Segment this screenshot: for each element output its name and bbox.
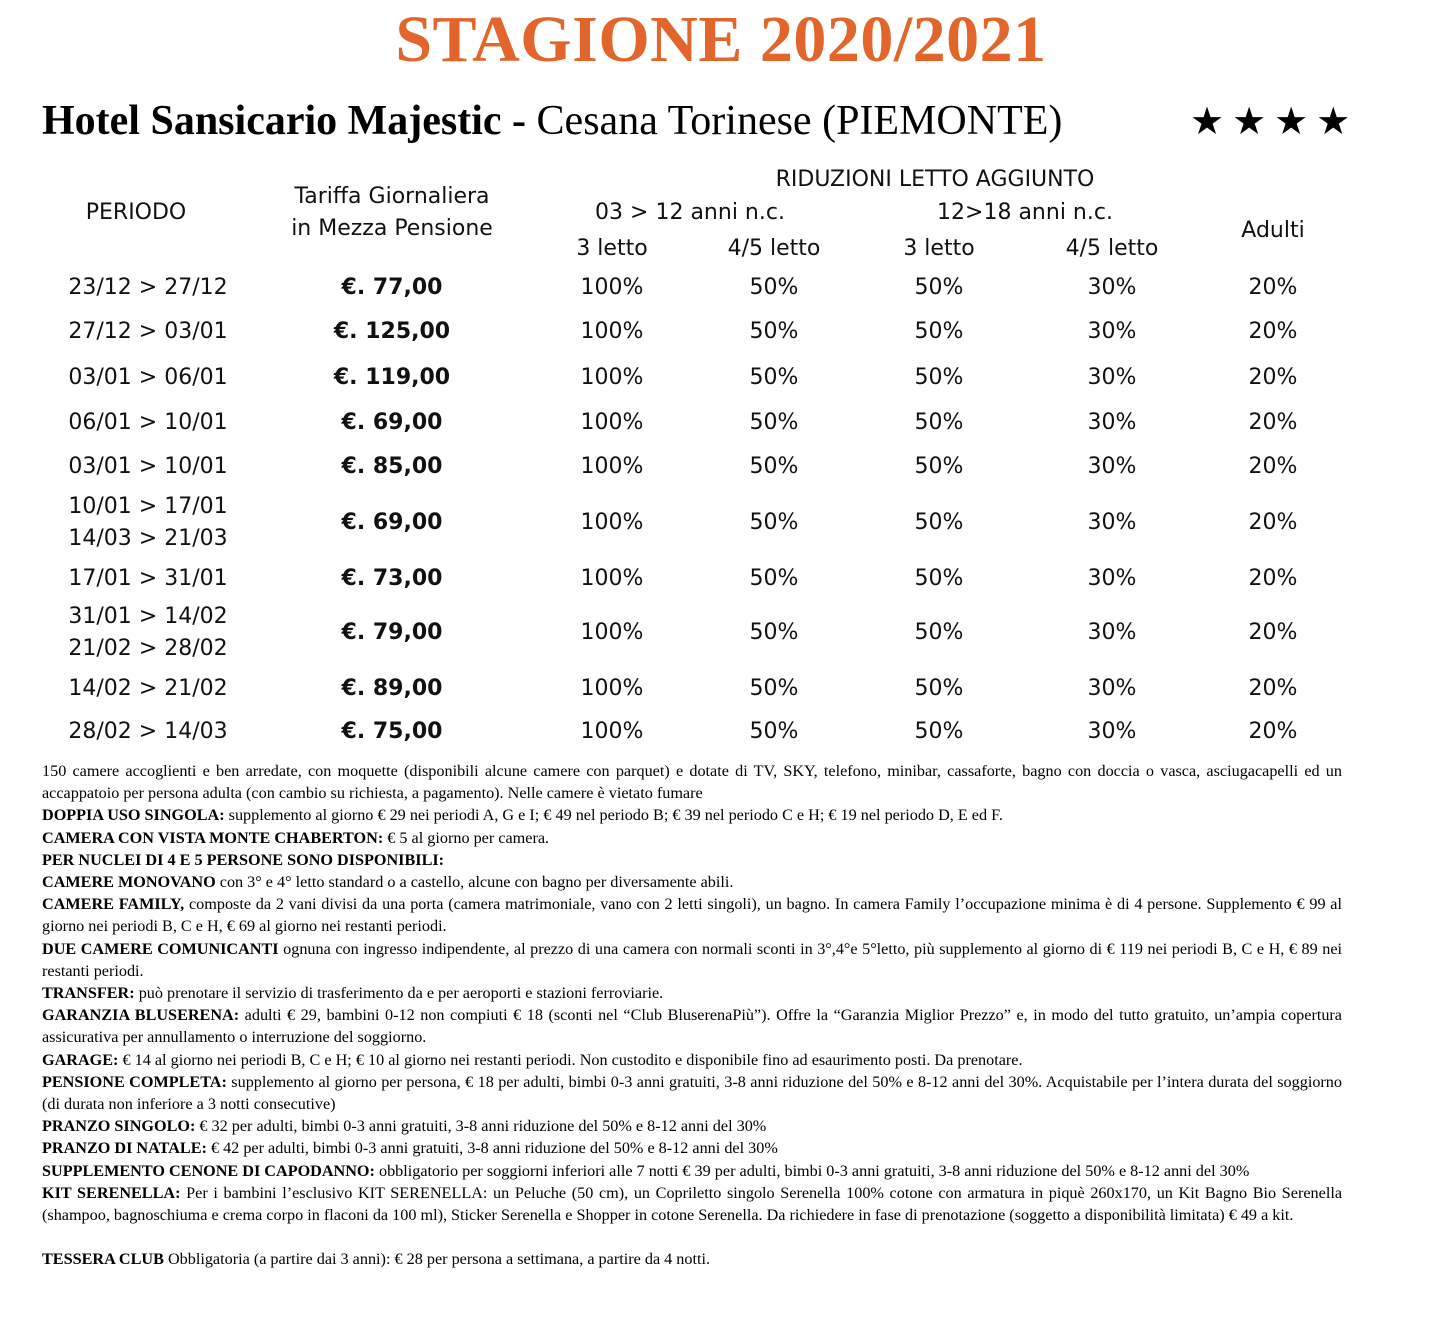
- header-age-group-children: 03 > 12 anni n.c.: [595, 200, 785, 225]
- price-cell: €. 79,00: [341, 620, 443, 645]
- price-cell: €. 75,00: [341, 719, 443, 744]
- reduction-adulti-cell: 20%: [1248, 719, 1298, 744]
- note-text: adulti € 29, bambini 0-12 non compiuti € 18 (sconti nel “Club BluserenaPiù”). Offre la “Garanzia Miglior Prezzo” e, in modo del tutto gratuito, un’ampia copertura assicurativa per annullamento o interruzione del soggiorno.: [42, 1006, 1342, 1047]
- reduction-45letto-children-cell: 50%: [749, 510, 799, 535]
- reduction-3letto-teens-cell: 50%: [914, 365, 964, 390]
- reduction-45letto-teens-cell: 30%: [1087, 510, 1137, 535]
- note-item: [42, 1137, 1342, 1159]
- reduction-45letto-children-cell: 50%: [749, 566, 799, 591]
- reduction-3letto-teens-cell: 50%: [914, 620, 964, 645]
- note-tessera: [42, 1248, 1342, 1270]
- note-item: [42, 827, 1342, 849]
- reduction-3letto-teens-cell: 50%: [914, 566, 964, 591]
- header-tariffa-line1: Tariffa Giornaliera: [294, 184, 490, 209]
- season-title: STAGIONE 2020/2021: [395, 3, 1047, 76]
- reduction-adulti-cell: 20%: [1248, 365, 1298, 390]
- reduction-3letto-teens-cell: 50%: [914, 454, 964, 479]
- reduction-3letto-children-cell: 100%: [580, 454, 644, 479]
- reduction-3letto-children-cell: 100%: [580, 719, 644, 744]
- note-text: € 42 per adulti, bimbi 0-3 anni gratuiti, 3-8 anni riduzione del 50% e 8-12 anni del 30%: [206, 1139, 778, 1158]
- note-item: [42, 982, 1342, 1004]
- reduction-45letto-children-cell: 50%: [749, 275, 799, 300]
- header-adulti: Adulti: [1241, 218, 1305, 243]
- price-cell: €. 73,00: [341, 566, 443, 591]
- reduction-45letto-children-cell: 50%: [749, 319, 799, 344]
- reduction-45letto-teens-cell: 30%: [1087, 365, 1137, 390]
- reduction-3letto-teens-cell: 50%: [914, 319, 964, 344]
- period-cell-secondary: 21/02 > 28/02: [68, 636, 228, 661]
- reduction-45letto-children-cell: 50%: [749, 365, 799, 390]
- note-item: [42, 1004, 1342, 1048]
- reduction-45letto-teens-cell: 30%: [1087, 719, 1137, 744]
- note-label: TRANSFER:: [42, 984, 135, 1003]
- header-sub-45-letto: 4/5 letto: [727, 236, 821, 261]
- reduction-45letto-teens-cell: 30%: [1087, 620, 1137, 645]
- note-item: [42, 1160, 1342, 1182]
- period-cell: 17/01 > 31/01: [68, 566, 228, 591]
- note-label: CAMERE FAMILY,: [42, 895, 185, 914]
- note-text: Per i bambini l’esclusivo KIT SERENELLA: un Peluche (50 cm), un Copriletto singolo Serenella 100% cotone con armatura in piquè 260x170, un Kit Bagno Bio Serenella (shampoo, bagnoschiuma e crema corpo in flaconi da 100 ml), Sticker Serenella e Shopper in cotone Serenella. Da richiedere in fase di prenotazione (soggetto a disponibilità limitata) € 49 a kit.: [42, 1183, 1343, 1225]
- reduction-45letto-teens-cell: 30%: [1087, 410, 1137, 435]
- note-text: supplemento al giorno € 29 nei periodi A, G e I; € 49 nel periodo B; € 39 nel periodo C e H; € 19 nel periodo D, E ed F.: [224, 806, 1003, 825]
- reduction-adulti-cell: 20%: [1248, 620, 1298, 645]
- price-cell: €. 125,00: [333, 319, 451, 344]
- reduction-adulti-cell: 20%: [1248, 410, 1298, 435]
- note-text: € 32 per adulti, bimbi 0-3 anni gratuiti, 3-8 anni riduzione del 50% e 8-12 anni del 30%: [195, 1117, 767, 1136]
- reduction-3letto-children-cell: 100%: [580, 365, 644, 390]
- reduction-3letto-children-cell: 100%: [580, 510, 644, 535]
- note-text: Obbligatoria (a partire dai 3 anni): € 28 per persona a settimana, a partire da 4 notti.: [163, 1250, 711, 1269]
- reduction-3letto-children-cell: 100%: [580, 566, 644, 591]
- terms-notes: [42, 760, 1342, 1270]
- price-cell: €. 85,00: [341, 454, 443, 479]
- reduction-adulti-cell: 20%: [1248, 510, 1298, 535]
- note-label: CAMERA CON VISTA MONTE CHABERTON:: [42, 828, 384, 847]
- period-cell: 06/01 > 10/01: [68, 410, 228, 435]
- header-sub-45-letto-teens: 4/5 letto: [1065, 236, 1159, 261]
- period-cell: 23/12 > 27/12: [68, 275, 228, 300]
- hotel-name: Hotel Sansicario Majestic -: [42, 98, 527, 144]
- note-label: PRANZO SINGOLO:: [42, 1117, 196, 1136]
- header-sub-3-letto-teens: 3 letto: [903, 236, 975, 261]
- star-rating: ★★★★: [1190, 99, 1359, 143]
- reduction-adulti-cell: 20%: [1248, 319, 1298, 344]
- note-label: SUPPLEMENTO CENONE DI CAPODANNO:: [42, 1161, 375, 1180]
- note-label: TESSERA CLUB: [42, 1250, 164, 1269]
- notes-intro: 150 camere accoglienti e ben arredate, con moquette (disponibili alcune camere con parquet) e dotate di TV, SKY, telefono, minibar, cassaforte, bagno con doccia o vasca, asciugacapelli ed un accappatoio per persona adulta (con cambio su richiesta, a pagamento). Nelle camere è vietato fumare: [42, 762, 1342, 803]
- header-riduzioni: RIDUZIONI LETTO AGGIUNTO: [775, 167, 1095, 192]
- reduction-45letto-children-cell: 50%: [749, 719, 799, 744]
- note-item: [42, 938, 1342, 982]
- note-item: [42, 871, 1342, 893]
- note-label: GARANZIA BLUSERENA:: [42, 1006, 240, 1025]
- period-cell: 28/02 > 14/03: [68, 719, 228, 744]
- note-item: [42, 804, 1342, 826]
- hotel-location: Cesana Torinese (PIEMONTE): [536, 98, 1063, 144]
- note-item: [42, 1071, 1342, 1115]
- reduction-3letto-teens-cell: 50%: [914, 510, 964, 535]
- note-text: € 14 al giorno nei periodi B, C e H; € 10 al giorno nei restanti periodi. Non custodito e disponibile fino ad esaurimento posti. Da prenotare.: [118, 1050, 1023, 1069]
- reduction-3letto-teens-cell: 50%: [914, 676, 964, 701]
- note-label: GARAGE:: [42, 1050, 119, 1069]
- note-label: PRANZO DI NATALE:: [42, 1139, 207, 1158]
- reduction-adulti-cell: 20%: [1248, 566, 1298, 591]
- note-text: obbligatorio per soggiorni inferiori alle 7 notti € 39 per adulti, bimbi 0-3 anni gratuiti, 3-8 anni riduzione del 50% e 8-12 anni del 30%: [374, 1161, 1250, 1180]
- header-age-group-teens: 12>18 anni n.c.: [937, 200, 1113, 225]
- reduction-45letto-children-cell: 50%: [749, 410, 799, 435]
- reduction-45letto-children-cell: 50%: [749, 454, 799, 479]
- note-item: [42, 1182, 1342, 1226]
- period-cell: 10/01 > 17/01: [68, 494, 228, 519]
- reduction-45letto-children-cell: 50%: [749, 620, 799, 645]
- note-text: supplemento al giorno per persona, € 18 per adulti, bimbi 0-3 anni gratuiti, 3-8 anni riduzione del 50% e 8-12 anni del 30%. Acquistabile per l’intera durata del soggiorno (di durata non inferiore a 3 notti consecutive): [42, 1072, 1342, 1114]
- period-cell: 27/12 > 03/01: [68, 319, 228, 344]
- price-cell: €. 119,00: [333, 365, 451, 390]
- note-label: KIT SERENELLA:: [42, 1183, 181, 1202]
- note-label: PENSIONE COMPLETA:: [42, 1072, 227, 1091]
- note-item: [42, 849, 1342, 871]
- note-text: può prenotare il servizio di trasferimento da e per aeroporti e stazioni ferroviarie.: [134, 984, 664, 1003]
- header-periodo: PERIODO: [85, 200, 187, 225]
- reduction-adulti-cell: 20%: [1248, 676, 1298, 701]
- note-text: ognuna con ingresso indipendente, al prezzo di una camera con normali sconti in 3°,4°e 5°letto, più supplemento al giorno di € 119 nei periodi B, C e H, € 89 nei restanti periodi.: [42, 939, 1342, 980]
- notes-spacer: [42, 1226, 1342, 1248]
- note-label: CAMERE MONOVANO: [42, 873, 216, 892]
- header-tariffa-line2: in Mezza Pensione: [291, 216, 493, 241]
- reduction-45letto-teens-cell: 30%: [1087, 454, 1137, 479]
- reduction-45letto-teens-cell: 30%: [1087, 676, 1137, 701]
- note-label: PER NUCLEI DI 4 E 5 PERSONE SONO DISPONIBILI:: [42, 850, 445, 869]
- period-cell: 14/02 > 21/02: [68, 676, 228, 701]
- reduction-3letto-children-cell: 100%: [580, 410, 644, 435]
- price-cell: €. 69,00: [341, 510, 443, 535]
- reduction-3letto-children-cell: 100%: [580, 319, 644, 344]
- reduction-3letto-children-cell: 100%: [580, 620, 644, 645]
- price-cell: €. 69,00: [341, 410, 443, 435]
- hotel-heading: [42, 92, 1062, 150]
- header-sub-3-letto: 3 letto: [576, 236, 648, 261]
- note-label: DUE CAMERE COMUNICANTI: [42, 939, 279, 958]
- note-item: [42, 893, 1342, 937]
- period-cell: 31/01 > 14/02: [68, 604, 228, 629]
- notes-list: [42, 804, 1342, 1226]
- reduction-45letto-teens-cell: 30%: [1087, 275, 1137, 300]
- reduction-45letto-children-cell: 50%: [749, 676, 799, 701]
- period-cell-secondary: 14/03 > 21/03: [68, 526, 228, 551]
- reduction-adulti-cell: 20%: [1248, 454, 1298, 479]
- price-cell: €. 89,00: [341, 676, 443, 701]
- reduction-3letto-children-cell: 100%: [580, 275, 644, 300]
- note-text: con 3° e 4° letto standard o a castello, alcune con bagno per diversamente abili.: [215, 873, 734, 892]
- reduction-45letto-teens-cell: 30%: [1087, 319, 1137, 344]
- reduction-3letto-teens-cell: 50%: [914, 275, 964, 300]
- price-cell: €. 77,00: [341, 275, 443, 300]
- reduction-3letto-teens-cell: 50%: [914, 410, 964, 435]
- note-text: € 5 al giorno per camera.: [383, 828, 550, 847]
- note-text: composte da 2 vani divisi da una porta (camera matrimoniale, vano con 2 letti singoli), un bagno. In camera Family l’occupazione minima è di 4 persone. Supplemento € 99 al giorno nei periodi B, C e H, € 69 al giorno nei restanti periodi.: [42, 895, 1342, 936]
- note-item: [42, 1049, 1342, 1071]
- period-cell: 03/01 > 10/01: [68, 454, 228, 479]
- period-cell: 03/01 > 06/01: [68, 365, 228, 390]
- note-item: [42, 1115, 1342, 1137]
- reduction-45letto-teens-cell: 30%: [1087, 566, 1137, 591]
- reduction-adulti-cell: 20%: [1248, 275, 1298, 300]
- reduction-3letto-teens-cell: 50%: [914, 719, 964, 744]
- note-label: DOPPIA USO SINGOLA:: [42, 806, 225, 825]
- reduction-3letto-children-cell: 100%: [580, 676, 644, 701]
